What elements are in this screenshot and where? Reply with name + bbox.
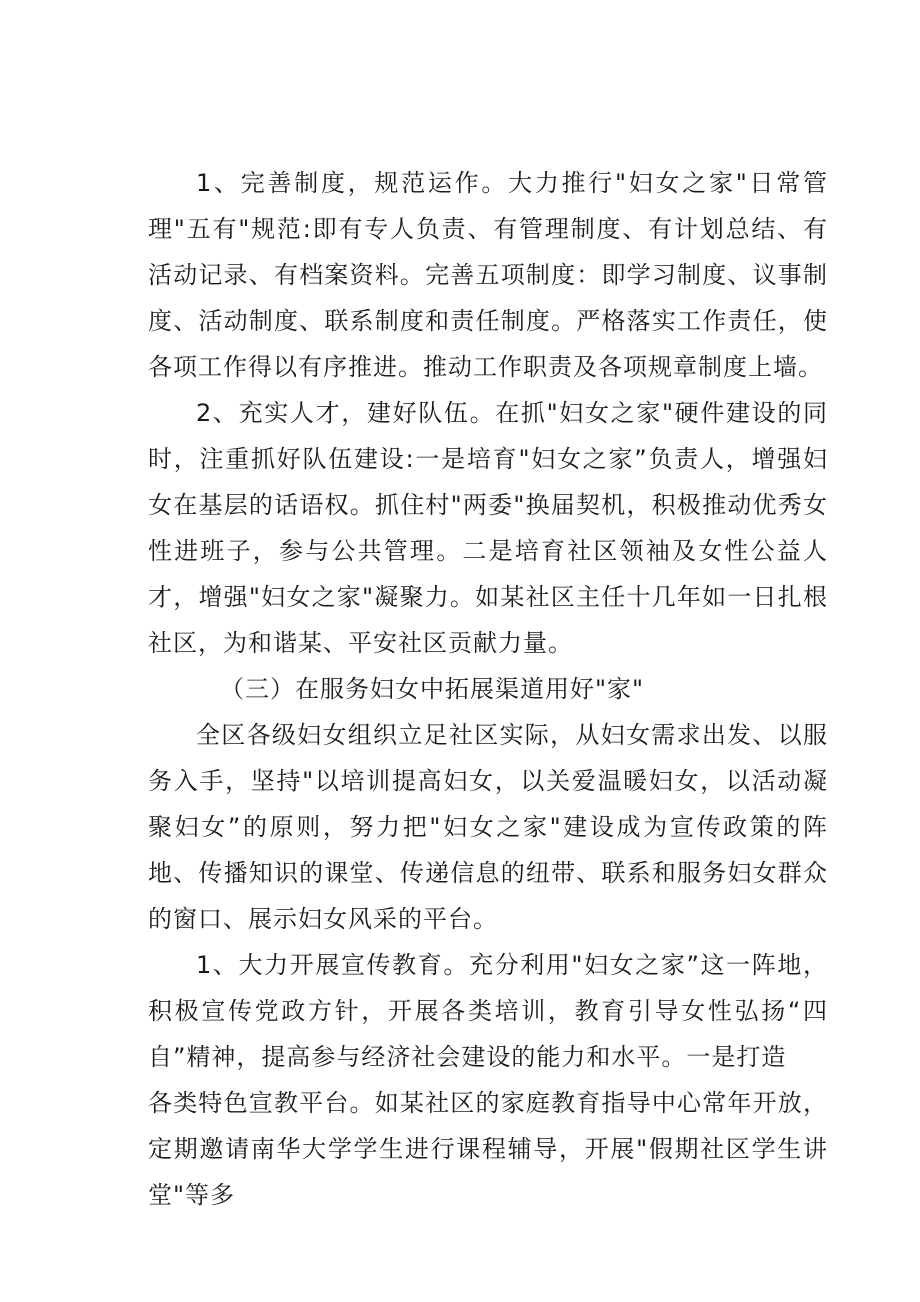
paragraph-promotion-education: 1、大力开展宣传教育。充分利用"妇女之家”这一阵地，积极宣传党政方针，开展各类培训，教育引导女性弘扬“四自”精神，提高参与经济社会建设的能力和水平。一是打造 xyxy=(148,951,828,1071)
paragraph-build-team: 2、充实人才，建好队伍。在抓"妇女之家"硬件建设的同时，注重抓好队伍建设:一是培育"妇女之家”负责人，增强妇女在基层的话语权。抓住村"两委"换届契机，积极推动优秀女性进班子，参与公共管理。二是培育社区领袖及女性公益人才，增强"妇女之家"凝聚力。如某社区主任十几年如一日扎根社区，为和谐某、平安社区贡献力量。 xyxy=(148,399,828,657)
paragraph-district-overview: 全区各级妇女组织立足社区实际，从妇女需求出发、以服务入手，坚持"以培训提高妇女，以关爱温暖妇女，以活动凝聚妇女”的原则，努力把"妇女之家"建设成为宣传政策的阵地、传播知识的课堂、传递信息的纽带、联系和服务妇女群众的窗口、展示妇女风采的平台。 xyxy=(148,721,828,933)
paragraph-education-platforms: 各类特色宣教平台。如某社区的家庭教育指导中心常年开放，定期邀请南华大学学生进行课程辅导，开展"假期社区学生讲堂"等多 xyxy=(148,1089,828,1209)
section-heading-three: （三）在服务妇女中拓展渠道用好"家" xyxy=(220,675,645,703)
paragraph-improve-system: 1、完善制度，规范运作。大力推行"妇女之家"日常管理"五有"规范:即有专人负责、有管理制度、有计划总结、有活动记录、有档案资料。完善五项制度：即学习制度、议事制度、活动制度、联系制度和责任制度。严格落实工作责任，使各项工作得以有序推进。推动工作职责及各项规章制度上墙。 xyxy=(148,169,828,381)
document-body xyxy=(148,160,828,1218)
